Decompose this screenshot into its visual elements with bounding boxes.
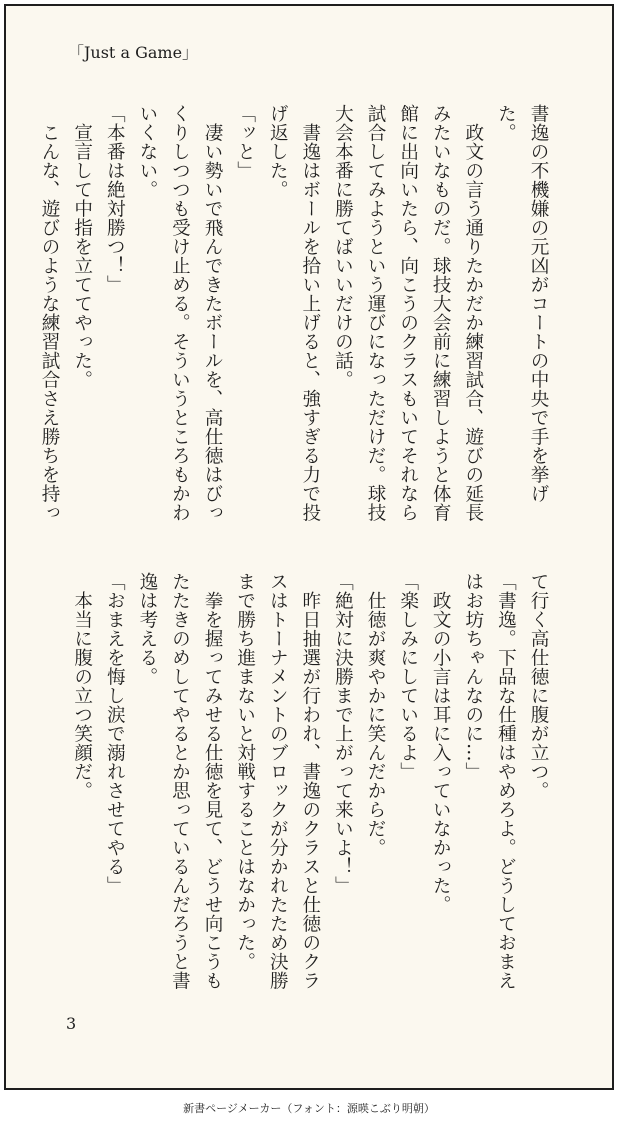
text-block-upper (33, 104, 555, 544)
text-column: 昨日抽選が行われ、書逸のクラスと仕徳のクラ (299, 572, 321, 990)
text-column: 「本番は絶対勝つ！」 (104, 104, 126, 294)
text-column: 大会本番に勝てばいいだけの話。 (332, 104, 354, 389)
text-column: 仕徳が爽やかに笑んだからだ。 (365, 572, 387, 857)
chapter-title: 「Just a Game」 (68, 43, 199, 62)
text-column: 宣言して中指を立ててやった。 (71, 104, 93, 389)
text-column: みたいなものだ。球技大会前に練習しようと体育 (430, 104, 452, 522)
text-column: 「楽しみにしているよ」 (397, 572, 419, 781)
text-column: て行く高仕徳に腹が立つ。 (528, 572, 549, 800)
text-column: 書逸の不機嫌の元凶がコートの中央で手を挙げ (528, 104, 549, 503)
text-column: 逸は考える。 (136, 572, 158, 686)
text-column: 館に出向いたら、向こうのクラスもいてそれなら (397, 104, 419, 522)
book-page (4, 4, 614, 1090)
text-column: たたきのめしてやるとか思っているんだろうと書 (169, 572, 191, 990)
text-column: くりしつつも受け止める。そういうところもかわ (169, 104, 191, 522)
text-column: はお坊ちゃんなのに…」 (462, 572, 484, 781)
text-block-lower (65, 572, 554, 1012)
text-column: 「絶対に決勝まで上がって来いよ！」 (332, 572, 354, 895)
text-column: まで勝ち進まないと対戦することはなかった。 (234, 572, 256, 971)
text-column: いくない。 (136, 104, 158, 199)
text-column: 政文の言う通りたかだか練習試合、遊びの延長 (462, 104, 484, 522)
text-column: 「書逸。下品な仕種はやめろよ。どうしておまえ (495, 572, 517, 990)
text-column: 凄い勢いで飛んできたボールを、高仕徳はびっ (202, 104, 224, 522)
footer-credit: 新書ページメーカー（フォント：源暎こぶり明朝） (183, 1102, 435, 1115)
text-column: こんな、遊びのような練習試合さえ勝ちを持っ (39, 104, 61, 522)
text-column: 「ッと」 (234, 104, 256, 180)
text-column: げ返した。 (267, 104, 289, 199)
text-column: 試合してみようという運びになっただけだ。球技 (365, 104, 387, 522)
text-column: 書逸はボールを拾い上げると、強すぎる力で投 (299, 104, 321, 522)
page-number: 3 (66, 1014, 77, 1033)
text-column: 政文の小言は耳に入っていなかった。 (430, 572, 452, 914)
text-column: スはトーナメントのブロックが分かれたため決勝 (267, 572, 289, 990)
text-column: た。 (495, 104, 517, 142)
text-column: 拳を握ってみせる仕徳を見て、どうせ向こうも (202, 572, 224, 990)
text-column: 「おまえを悔し涙で溺れさせてやる」 (104, 572, 126, 895)
text-column: 本当に腹の立つ笑顔だ。 (71, 572, 93, 800)
